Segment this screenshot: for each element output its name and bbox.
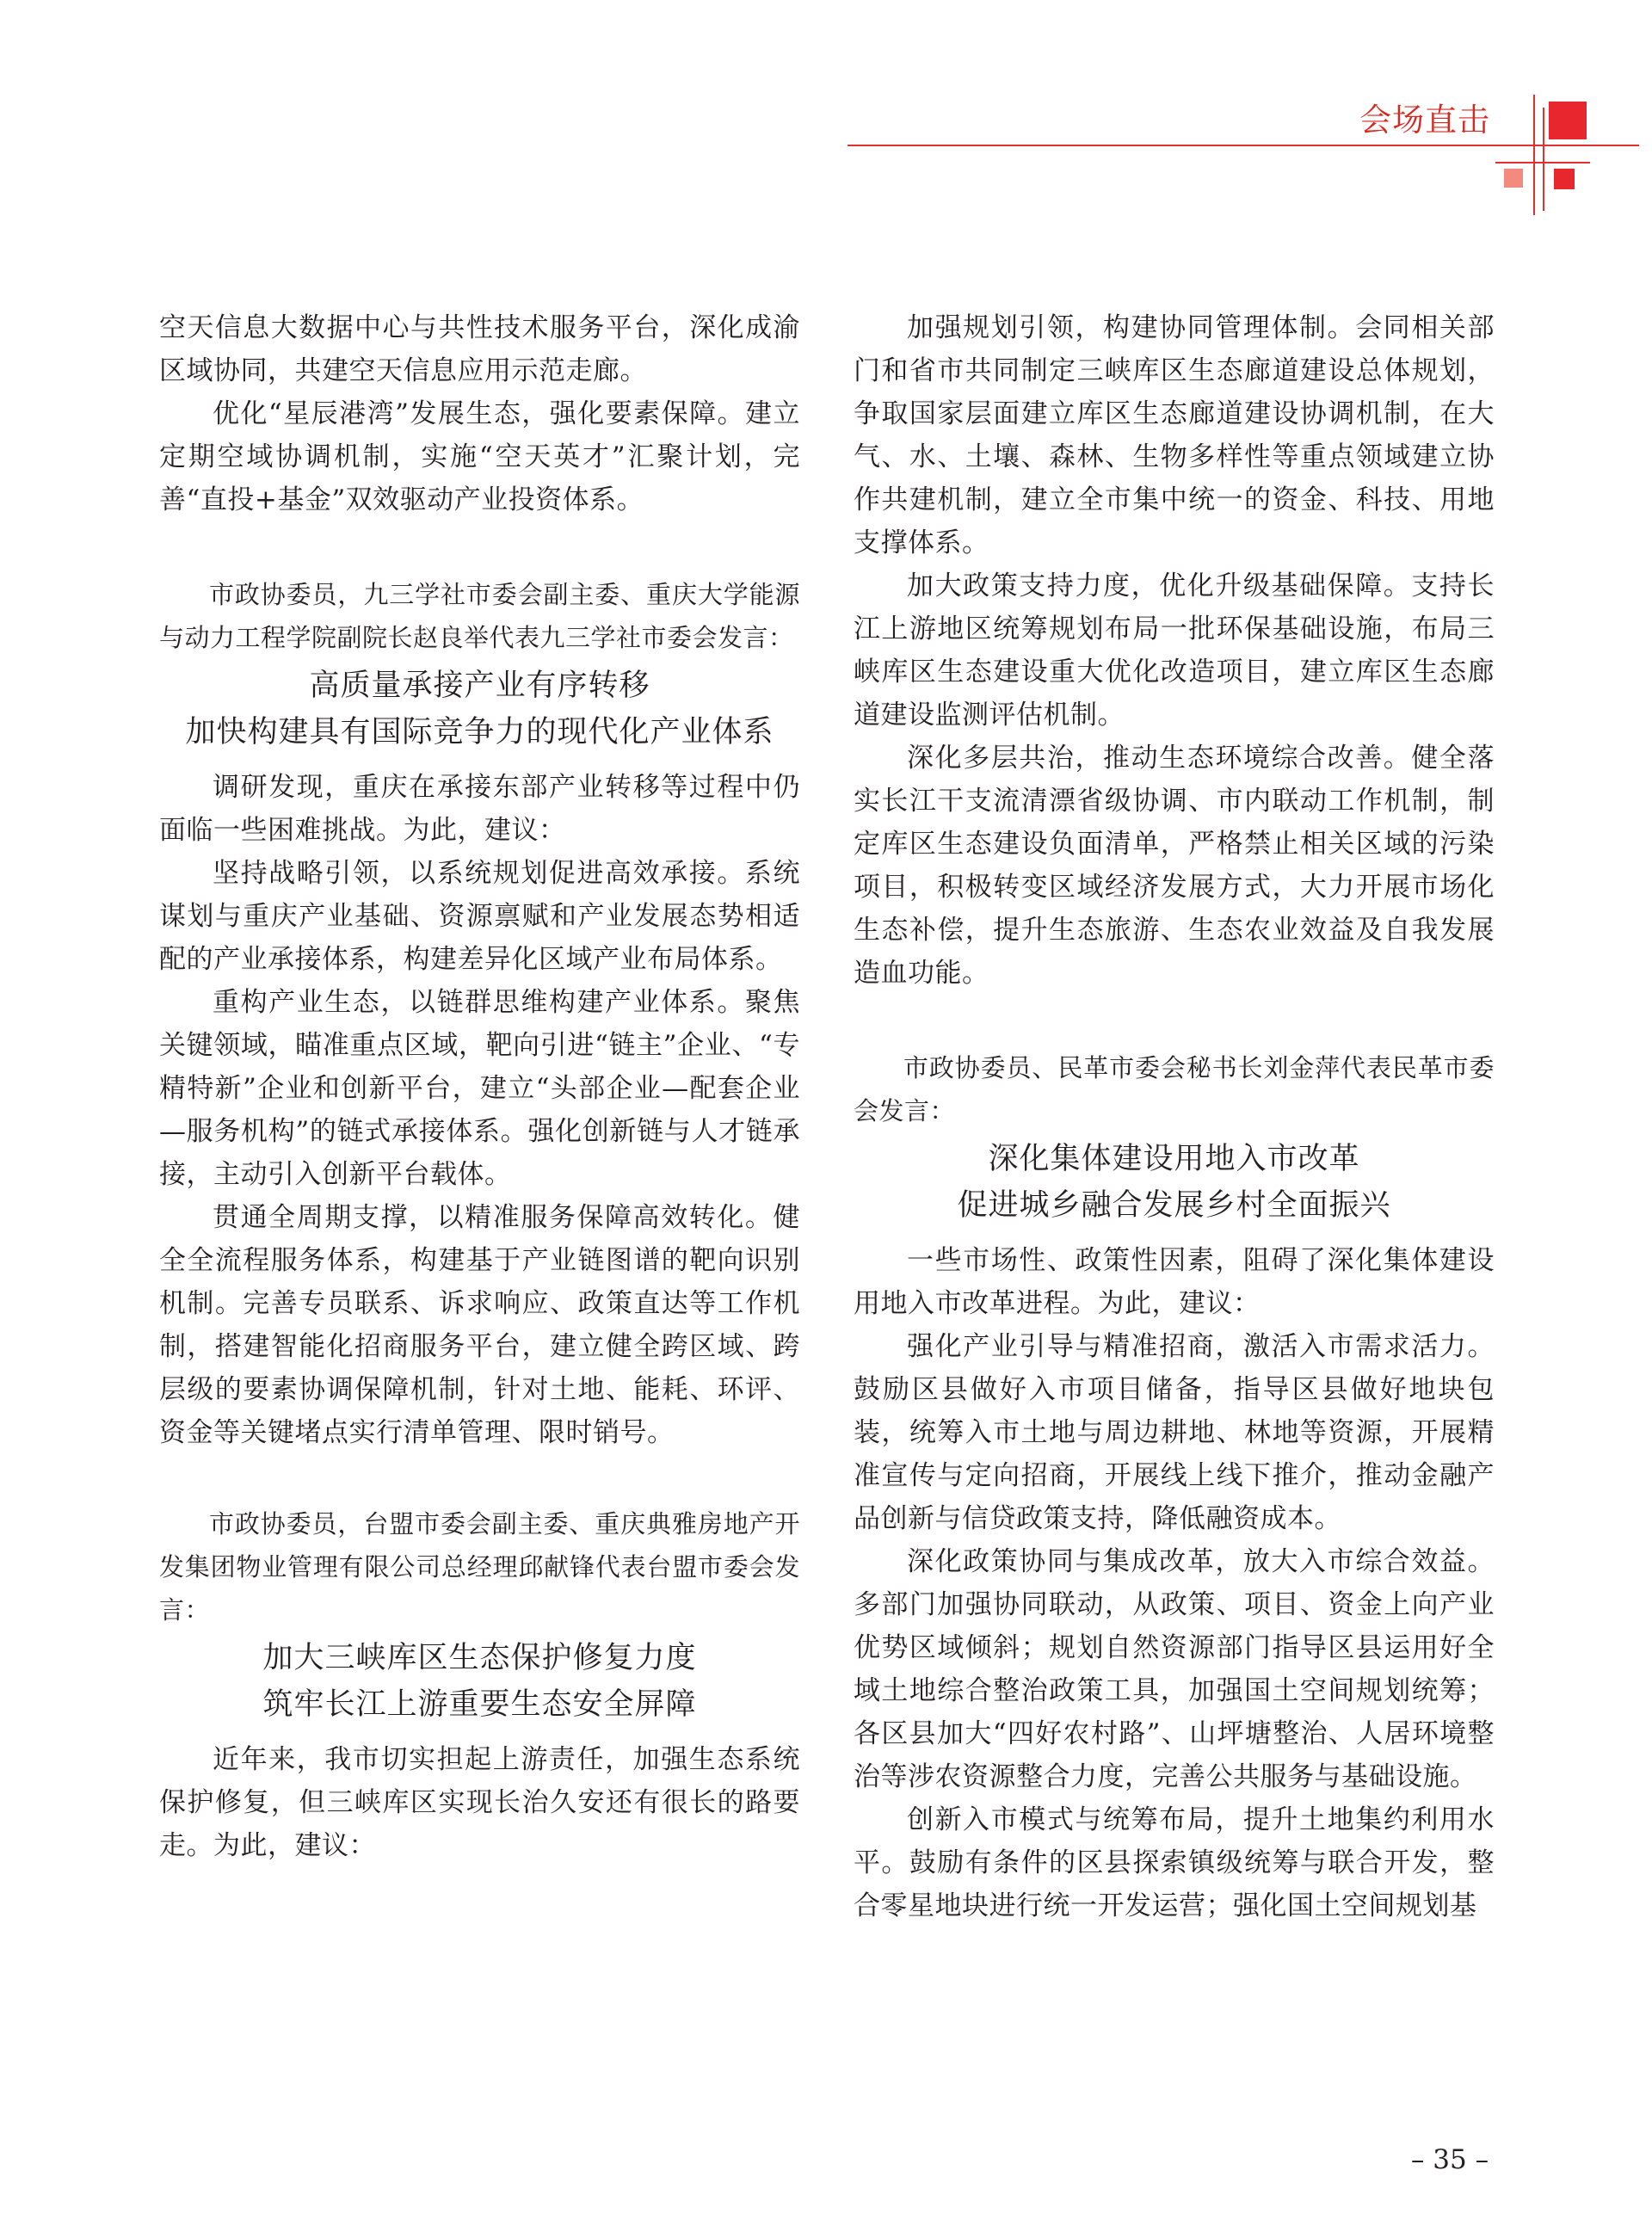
paragraph: 加强规划引领，构建协同管理体制。会同相关部门和省市共同制定三峡库区生态廊道建设总体规划，争取国家层面建立库区生态廊道建设协调机制，在大气、水、土壤、森林、生物多样性等重点领域建立协作共建机制，建立全市集中统一的资金、科技、用地支撑体系。 xyxy=(854,312,1495,558)
paragraph: 加大政策支持力度，优化升级基础保障。支持长江上游地区统筹规划布局一批环保基础设施，布局三峡库区生态建设重大优化改造项目，建立库区生态廊道建设监测评估机制。 xyxy=(854,570,1495,731)
page-number: – 35 – xyxy=(1410,2144,1489,2175)
speech-headline xyxy=(159,663,800,755)
paragraph: 贯通全周期支撑，以精准服务保障高效转化。健全全流程服务体系，构建基于产业链图谱的靶向识别机制。完善专员联系、诉求响应、政策直达等工作机制，搭建智能化招商服务平台，建立健全跨区域、跨层级的要素协调保障机制，针对土地、能耗、环评、资金等关键堵点实行清单管理、限时销号。 xyxy=(159,1202,800,1448)
decorative-square-light xyxy=(1504,169,1523,188)
headline-line: 促进城乡融合发展乡村全面振兴 xyxy=(957,1188,1391,1223)
header-cross-rule xyxy=(1495,162,1590,163)
paragraph: 重构产业生态，以链群思维构建产业体系。聚焦关键领域，瞄准重点区域，靶向引进“链主”企业、“专精特新”企业和创新平台，建立“头部企业—配套企业—服务机构”的链式承接体系。强化创新链与人才链承接，主动引入创新平台载体。 xyxy=(159,987,800,1190)
paragraph: 一些市场性、政策性因素，阻碍了深化集体建设用地入市改革进程。为此，建议： xyxy=(854,1245,1495,1319)
speaker-intro: 市政协委员，九三学社市委会副主委、重庆大学能源与动力工程学院副院长赵良举代表九三学社市委会发言： xyxy=(159,580,800,652)
section-title: 会场直击 xyxy=(1359,102,1490,139)
speech-headline xyxy=(854,1136,1495,1229)
paragraph: 深化多层共治，推动生态环境综合改善。健全落实长江干支流清漂省级协调、市内联动工作机制，制定库区生态建设负面清单，严格禁止相关区域的污染项目，积极转变区域经济发展方式，大力开展市场化生态补偿，提升生态旅游、生态农业效益及自我发展造血功能。 xyxy=(854,743,1495,989)
headline-line: 高质量承接产业有序转移 xyxy=(309,669,650,703)
header-vertical-rule xyxy=(1533,95,1535,215)
speaker-intro: 市政协委员、民革市委会秘书长刘金萍代表民革市委会发言： xyxy=(854,1053,1495,1125)
header-vertical-rule-2 xyxy=(1543,108,1544,211)
speaker-intro: 市政协委员，台盟市委会副主委、重庆典雅房地产开发集团物业管理有限公司总经理邱献锋代表台盟市委会发言： xyxy=(159,1509,800,1625)
left-column xyxy=(159,306,800,1867)
paragraph: 优化“星辰港湾”发展生态，强化要素保障。建立定期空域协调机制，实施“空天英才”汇聚计划，完善“直投+基金”双效驱动产业投资体系。 xyxy=(159,398,800,515)
paragraph: 近年来，我市切实担起上游责任，加强生态系统保护修复，但三峡库区实现长治久安还有很长的路要走。为此，建议： xyxy=(159,1744,800,1861)
headline-line: 加快构建具有国际竞争力的现代化产业体系 xyxy=(185,715,774,749)
right-column xyxy=(854,306,1495,1927)
paragraph: 坚持战略引领，以系统规划促进高效承接。系统谋划与重庆产业基础、资源禀赋和产业发展态势相适配的产业承接体系，构建差异化区域产业布局体系。 xyxy=(159,858,800,975)
speech-headline xyxy=(159,1635,800,1728)
paragraph: 空天信息大数据中心与共性技术服务平台，深化成渝区域协同，共建空天信息应用示范走廊。 xyxy=(159,312,800,386)
header-rule xyxy=(848,145,1639,146)
headline-line: 筑牢长江上游重要生态安全屏障 xyxy=(262,1687,697,1722)
paragraph: 深化政策协同与集成改革，放大入市综合效益。多部门加强协同联动，从政策、项目、资金上向产业优势区域倾斜；规划自然资源部门指导区县运用好全域土地综合整治政策工具，加强国土空间规划统筹；各区县加大“四好农村路”、山坪塘整治、人居环境整治等涉农资源整合力度，完善公共服务与基础设施。 xyxy=(854,1546,1495,1792)
paragraph: 调研发现，重庆在承接东部产业转移等过程中仍面临一些困难挑战。为此，建议： xyxy=(159,772,800,846)
paragraph: 强化产业引导与精准招商，激活入市需求活力。鼓励区县做好入市项目储备，指导区县做好地块包装，统筹入市土地与周边耕地、林地等资源，开展精准宣传与定向招商，开展线上线下推介，推动金融产品创新与信贷政策支持，降低融资成本。 xyxy=(854,1331,1495,1534)
paragraph: 创新入市模式与统筹布局，提升土地集约利用水平。鼓励有条件的区县探索镇级统筹与联合开发，整合零星地块进行统一开发运营；强化国土空间规划基 xyxy=(854,1804,1495,1921)
headline-line: 加大三峡库区生态保护修复力度 xyxy=(262,1641,697,1675)
decorative-square-large xyxy=(1549,102,1587,139)
headline-line: 深化集体建设用地入市改革 xyxy=(988,1142,1360,1176)
decorative-square-small xyxy=(1554,169,1575,189)
